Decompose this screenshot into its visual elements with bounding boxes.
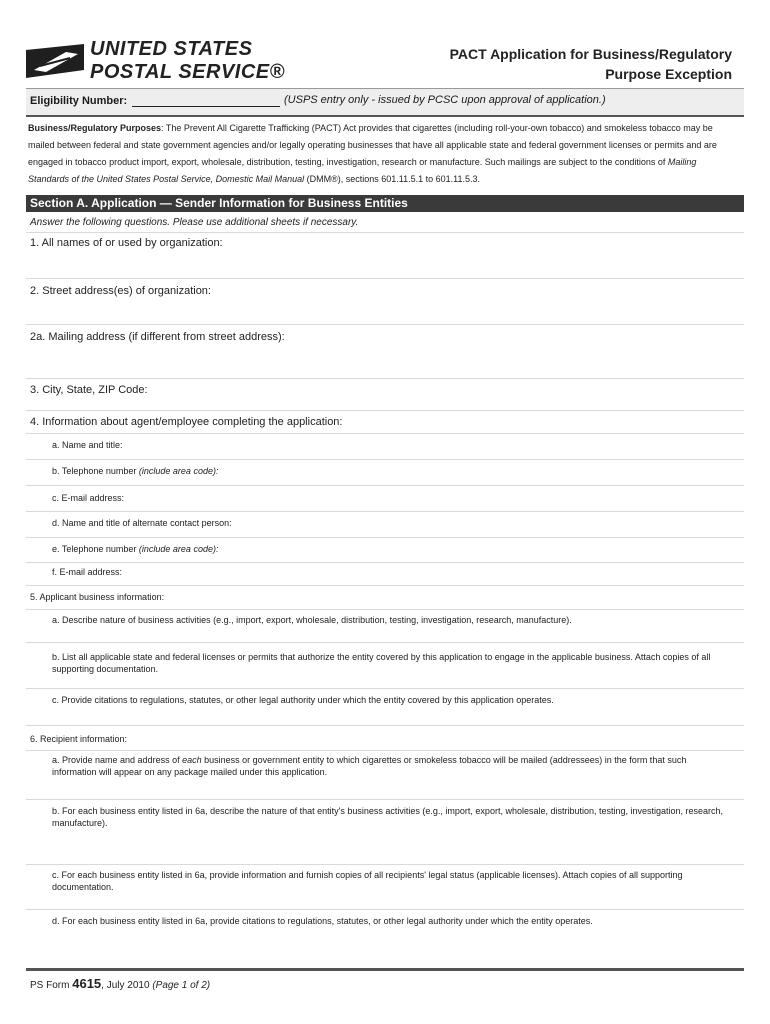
intro-italic-ref: Mailing Standards of the United States Postal Service, Domestic Mail Manual: [28, 157, 697, 184]
answer-line-4b[interactable]: [26, 485, 744, 486]
question-6d: d. For each business entity listed in 6a, provide citations to regulations, statutes, or other legal authority under which the entity operates.: [52, 916, 593, 926]
answer-line-1[interactable]: [26, 278, 744, 279]
answer-line-6c[interactable]: [26, 909, 744, 910]
answer-line-5b[interactable]: [26, 688, 744, 689]
question-4b: [52, 466, 218, 476]
question-6a: [52, 754, 732, 778]
intro-text-2: (DMM®), sections 601.11.5.1 to 601.11.5.3.: [304, 174, 481, 184]
eligibility-note: (USPS entry only - issued by PCSC upon approval of application.): [284, 94, 606, 106]
question-4f: f. E-mail address:: [52, 567, 123, 577]
question-6a-text: a. Provide name and address of: [52, 755, 183, 765]
eligibility-number-field[interactable]: [132, 106, 280, 107]
question-4e: [52, 544, 218, 554]
footer: [30, 976, 210, 991]
question-6c: c. For each business entity listed in 6a, provide information and furnish copies of all recipients' legal status (applicable licenses). Attach copies of all supporting documentation.: [52, 870, 683, 892]
question-2: 2. Street address(es) of organization:: [30, 285, 211, 297]
form-title-line1: PACT Application for Business/Regulatory: [449, 46, 732, 62]
answer-line-5a[interactable]: [26, 642, 744, 643]
question-5b: b. List all applicable state and federal licenses or permits that authorize the entity covered by this application to engage in the applicable business. Attach copies of all supporting documentation.: [52, 652, 711, 674]
question-3: 3. City, State, ZIP Code:: [30, 384, 148, 396]
answer-line-4a[interactable]: [26, 459, 744, 460]
question-4e-italic: (include area code):: [138, 544, 219, 554]
answer-line-6b[interactable]: [26, 864, 744, 865]
answer-line-4d[interactable]: [26, 537, 744, 538]
question-6: 6. Recipient information:: [30, 734, 128, 744]
answer-line-4f[interactable]: [26, 585, 744, 586]
question-4d: d. Name and title of alternate contact person:: [52, 518, 232, 528]
intro-bold-lead: Business/Regulatory Purposes: [28, 123, 162, 133]
logo-text-line1: UNITED STATES: [90, 38, 253, 60]
answer-line-5c[interactable]: [26, 725, 744, 726]
question-6a-italic: each: [182, 755, 202, 765]
answer-line-3[interactable]: [26, 410, 744, 411]
answer-line-2[interactable]: [26, 324, 744, 325]
question-4b-italic: (include area code):: [138, 466, 219, 476]
answer-line-2a[interactable]: [26, 378, 744, 379]
question-5: 5. Applicant business information:: [30, 592, 165, 602]
intro-text-1: : The Prevent All Cigarette Trafficking (PACT) Act provides that cigarettes (including roll-your-own tobacco) and smokeless tobacco may be mailed between federal and state government agencies and/or legally operating businesses that have all applicable state and federal government licenses or permits and are engaged in tobacco product import, export, wholesale, distribution, testing, investigation, research or manufacture. Such mailings are subject to the conditions of: [28, 123, 717, 167]
eligibility-bar: [26, 88, 744, 117]
answer-line-6a[interactable]: [26, 799, 744, 800]
divider: [26, 609, 744, 610]
footer-form-label: PS Form: [30, 980, 73, 991]
footer-form-number: 4615: [72, 976, 102, 991]
answer-line-4c[interactable]: [26, 511, 744, 512]
answer-line-4e[interactable]: [26, 562, 744, 563]
divider: [26, 433, 744, 434]
question-4: 4. Information about agent/employee completing the application:: [30, 416, 343, 428]
question-5a: a. Describe nature of business activities (e.g., import, export, wholesale, distribution, testing, investigation, research, manufacture).: [52, 615, 572, 625]
section-a-title: Section A. Application — Sender Information for Business Entities: [30, 196, 408, 210]
usps-eagle-logo-icon: [26, 40, 84, 80]
form-title-line2: Purpose Exception: [605, 66, 732, 82]
question-4b-text: b. Telephone number: [52, 466, 139, 476]
logo-text-line2: POSTAL SERVICE®: [90, 61, 285, 83]
question-4e-text: e. Telephone number: [52, 544, 139, 554]
question-2a: 2a. Mailing address (if different from street address):: [30, 331, 285, 343]
question-6b: b. For each business entity listed in 6a, describe the nature of that entity's business activities (e.g., import, export, wholesale, distribution, testing, investigation, research, manufacture).: [52, 806, 724, 828]
intro-paragraph: [28, 120, 728, 188]
footer-divider: [26, 968, 744, 971]
divider: [26, 750, 744, 751]
question-5c: c. Provide citations to regulations, statutes, or other legal authority under which the entity covered by this application operates.: [52, 695, 554, 705]
eligibility-label: Eligibility Number:: [30, 95, 128, 107]
footer-date: , July 2010: [101, 980, 153, 991]
question-4c: c. E-mail address:: [52, 493, 125, 503]
question-4a: a. Name and title:: [52, 440, 123, 450]
divider: [26, 232, 744, 233]
question-6a-text-2: business or government entity to which cigarettes or smokeless tobacco will be mailed (addressees) in the form that such information will appear on any package mailed under this application.: [52, 755, 687, 777]
question-1: 1. All names of or used by organization:: [30, 237, 223, 249]
section-a-header: [26, 195, 744, 212]
section-a-instruction: Answer the following questions. Please use additional sheets if necessary.: [30, 217, 359, 228]
footer-page: (Page 1 of 2): [152, 980, 211, 991]
